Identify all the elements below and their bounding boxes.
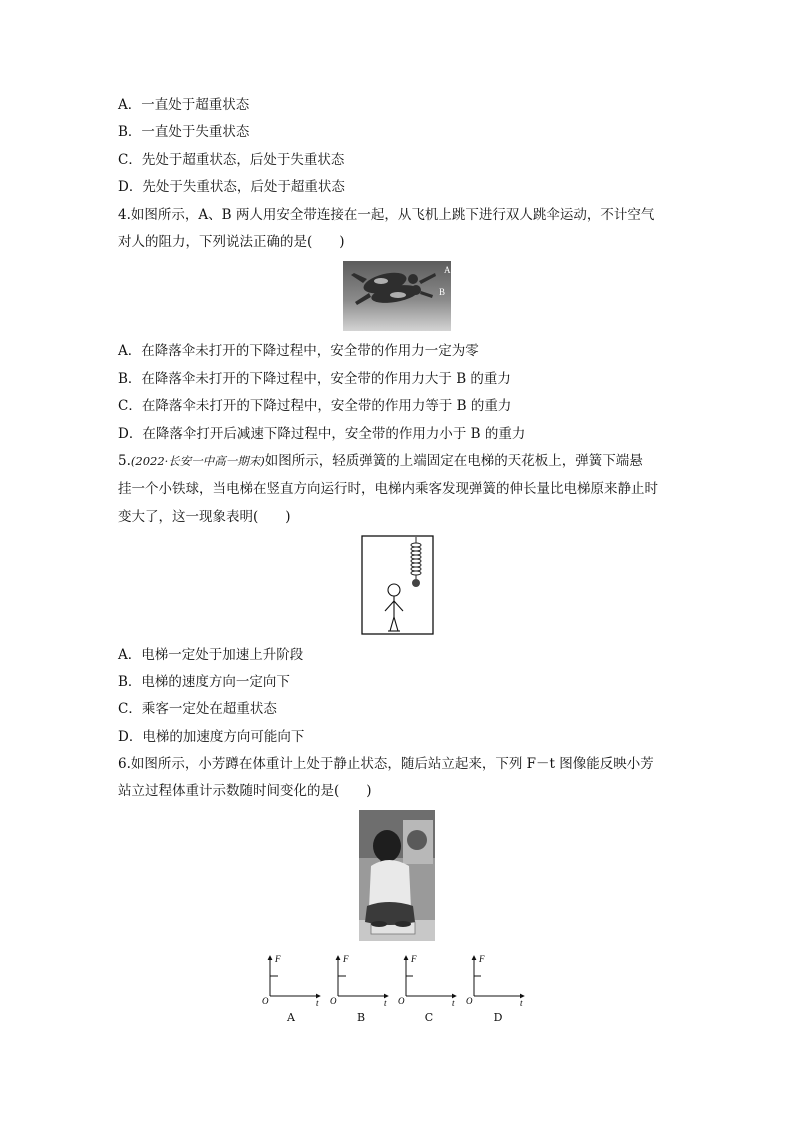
graph-label-a[interactable]: A xyxy=(287,1011,295,1024)
q4-stem-line2: 对人的阻力，下列说法正确的是( ) xyxy=(118,234,345,250)
skydiver-label-a: A xyxy=(444,265,451,275)
graph-c[interactable] xyxy=(398,954,456,1008)
q3-option-c[interactable]: C．先处于超重状态，后处于失重状态 xyxy=(118,152,345,168)
q4-option-d[interactable]: D．在降落伞打开后减速下降过程中，安全带的作用力小于 B 的重力 xyxy=(118,426,526,442)
graph-a-f-label: F xyxy=(275,954,281,964)
q3-option-a[interactable]: A．一直处于超重状态 xyxy=(118,97,250,113)
graph-a-t-label: t xyxy=(316,998,319,1008)
graph-a-origin: O xyxy=(262,996,269,1006)
skydiver-label-b: B xyxy=(439,287,446,297)
q5-stem-line3: 变大了，这一现象表明( ) xyxy=(118,509,291,525)
q5-option-b[interactable]: B．电梯的速度方向一定向下 xyxy=(118,674,290,690)
graph-label-c[interactable]: C xyxy=(424,1011,434,1024)
q5-stem-line1 xyxy=(118,451,643,471)
graph-b-origin: O xyxy=(330,996,337,1006)
graph-label-d[interactable]: D xyxy=(493,1011,503,1024)
graph-d-origin: O xyxy=(466,996,473,1006)
q5-stem-rest: 如图所示，轻质弹簧的上端固定在电梯的天花板上，弹簧下端悬 xyxy=(264,453,643,469)
ft-graphs xyxy=(262,952,532,1008)
q3-option-d[interactable]: D．先处于失重状态，后处于超重状态 xyxy=(118,179,345,195)
q6-stem-line2: 站立过程体重计示数随时间变化的是( ) xyxy=(118,783,372,799)
graph-c-t-label: t xyxy=(452,998,455,1008)
q5-source: (2022·长安一中高一期末) xyxy=(130,454,265,468)
q5-option-d[interactable]: D．电梯的加速度方向可能向下 xyxy=(118,729,305,745)
q5-option-c[interactable]: C．乘客一定处在超重状态 xyxy=(118,701,277,717)
graph-d-t-label: t xyxy=(520,998,523,1008)
graph-c-origin: O xyxy=(398,996,405,1006)
q4-option-a[interactable]: A．在降落伞未打开的下降过程中，安全带的作用力一定为零 xyxy=(118,343,479,359)
girl-on-scale-photo xyxy=(359,810,435,941)
q5-stem-line2: 挂一个小铁球，当电梯在竖直方向运行时，电梯内乘客发现弹簧的伸长量比电梯原来静止时 xyxy=(118,481,658,497)
graph-b[interactable] xyxy=(330,954,388,1008)
q4-option-b[interactable]: B．在降落伞未打开的下降过程中，安全带的作用力大于 B 的重力 xyxy=(118,371,511,387)
graph-d[interactable] xyxy=(466,954,524,1008)
graph-label-b[interactable]: B xyxy=(356,1011,366,1024)
graph-c-f-label: F xyxy=(411,954,417,964)
q3-option-b[interactable]: B．一直处于失重状态 xyxy=(118,124,250,140)
graph-b-f-label: F xyxy=(343,954,349,964)
q6-stem-line1: 6.如图所示，小芳蹲在体重计上处于静止状态，随后站立起来，下列 F－t 图像能反映小芳 xyxy=(118,756,654,772)
graph-b-t-label: t xyxy=(384,998,387,1008)
skydivers-photo xyxy=(343,261,451,331)
q5-number: 5. xyxy=(118,453,131,469)
graph-d-f-label: F xyxy=(479,954,485,964)
q5-option-a[interactable]: A．电梯一定处于加速上升阶段 xyxy=(118,647,304,663)
iron-ball xyxy=(412,579,420,587)
q4-option-c[interactable]: C．在降落伞未打开的下降过程中，安全带的作用力等于 B 的重力 xyxy=(118,398,512,414)
q4-stem-line1: 4.如图所示，A、B 两人用安全带连接在一起，从飞机上跳下进行双人跳伞运动，不计空气 xyxy=(118,207,655,223)
elevator-spring-diagram xyxy=(361,535,434,635)
graph-a[interactable] xyxy=(262,954,320,1008)
